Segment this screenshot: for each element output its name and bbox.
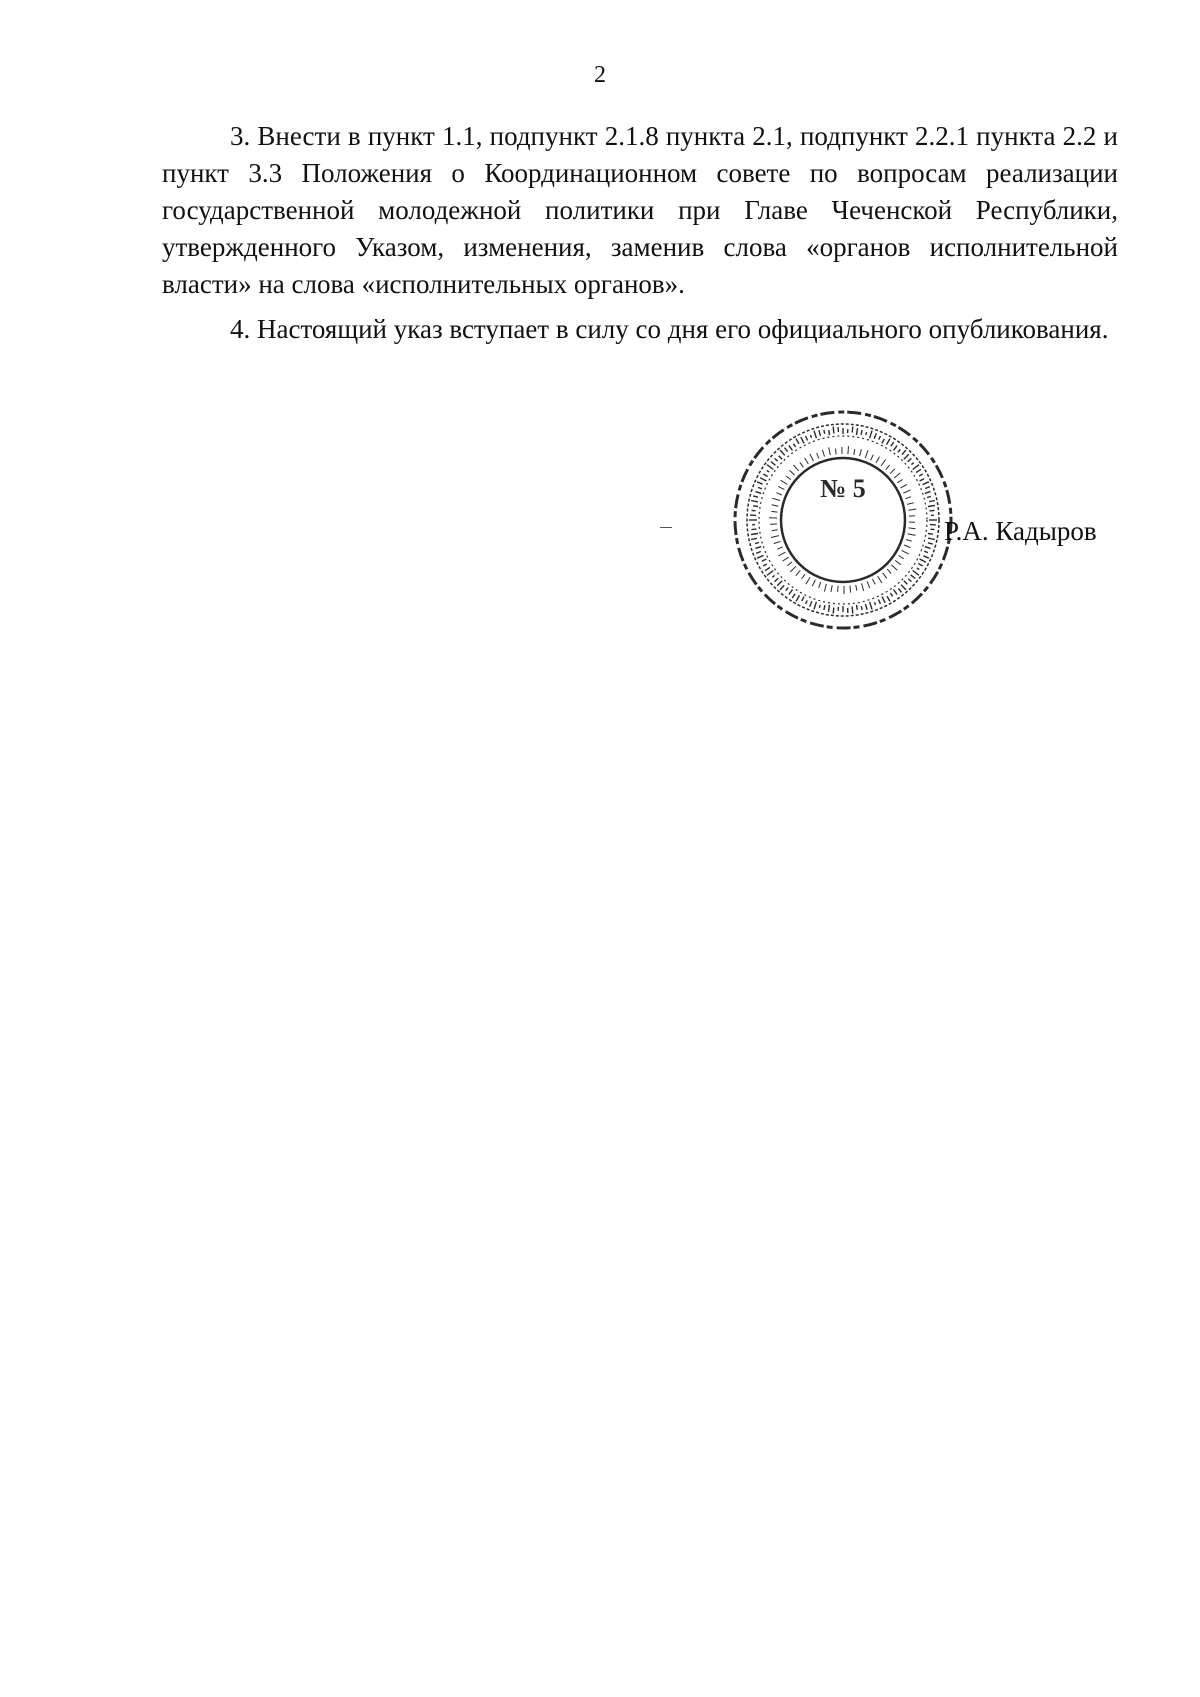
seal-inner-tick <box>802 574 805 579</box>
seal-tick <box>829 430 830 435</box>
seal-tick <box>792 594 795 598</box>
seal-inner-tick <box>883 573 887 579</box>
seal-inner-tick <box>778 486 784 489</box>
seal-tick <box>902 450 906 455</box>
seal-tick <box>891 442 894 446</box>
seal-inner-tick <box>856 585 857 591</box>
seal-tick <box>796 595 800 601</box>
seal-tick <box>829 605 830 612</box>
seal-inner-tick <box>865 450 868 458</box>
seal-tick <box>901 585 906 590</box>
seal-tick <box>874 433 876 439</box>
seal-tick <box>918 564 922 567</box>
seal-tick <box>923 482 929 485</box>
seal-tick <box>929 501 935 502</box>
seal-inner-tick <box>781 480 788 484</box>
official-seal <box>728 405 958 635</box>
seal-inner-tick <box>848 446 849 454</box>
seal-tick <box>887 439 891 445</box>
seal-tick <box>861 606 862 610</box>
seal-inner-tick <box>836 448 837 454</box>
seal-inner-tick <box>776 493 782 495</box>
seal-tick <box>775 578 779 581</box>
seal-inner-tick <box>906 540 912 542</box>
seal-inner-tick <box>772 498 780 500</box>
seal-inner-tick <box>824 584 826 592</box>
seal-inner-tick <box>772 505 779 507</box>
seal-inner-tick <box>790 470 795 475</box>
seal-inner-tick <box>771 536 779 538</box>
seal-tick <box>870 431 872 439</box>
seal-inner-tick <box>790 566 796 572</box>
seal-tick <box>904 581 908 585</box>
seal-inner-tick <box>787 562 792 566</box>
seal-tick <box>857 605 858 610</box>
seal-tick <box>806 436 808 441</box>
seal-tick <box>908 579 911 582</box>
seal-tick <box>894 590 898 595</box>
seal-tick <box>923 556 929 558</box>
seal-tick <box>925 492 931 494</box>
seal-tick <box>898 449 901 452</box>
seal-tick <box>878 600 880 605</box>
page-number: 2 <box>594 62 606 88</box>
seal-tick <box>814 431 816 439</box>
seal-tick <box>887 596 890 601</box>
seal-tick <box>861 430 862 435</box>
seal-tick <box>810 435 811 438</box>
paragraph-4: 4. Настоящий указ вступает в силу со дня его официального опубликования. <box>230 314 1109 344</box>
seal-tick <box>916 469 921 472</box>
seal-tick <box>904 454 909 459</box>
seal-tick <box>819 430 821 436</box>
seal-inner-tick <box>908 509 916 510</box>
seal-tick <box>882 439 884 444</box>
seal-inner-tick <box>778 552 785 556</box>
seal-tick <box>758 487 762 488</box>
seal-inner-tick <box>906 497 912 499</box>
seal-tick <box>765 567 770 570</box>
seal-tick <box>814 602 816 610</box>
seal-tick <box>870 602 872 610</box>
seal-tick <box>753 506 758 507</box>
seal-inner-tick <box>796 570 801 575</box>
seal-tick <box>789 590 793 595</box>
seal-number: № 5 <box>820 474 866 503</box>
seal-tick <box>755 543 759 544</box>
seal-tick <box>767 571 773 576</box>
seal-inner-tick <box>908 534 916 536</box>
seal-tick <box>930 510 935 511</box>
seal-tick <box>796 439 799 444</box>
seal-tick <box>763 474 767 477</box>
seal-inner-tick <box>838 586 839 592</box>
seal-inner-tick <box>873 579 876 584</box>
seal-inner-tick <box>894 473 900 478</box>
seal-inner-tick <box>850 586 851 593</box>
seal-inner-tick <box>854 449 855 455</box>
seal-inner-tick <box>829 447 831 455</box>
seal-middle-ring <box>747 424 939 616</box>
seal-tick <box>866 432 867 435</box>
seal-inner-tick <box>819 582 821 588</box>
seal-tick <box>753 496 758 497</box>
seal-inner-tick <box>800 462 804 467</box>
seal-tick <box>760 478 766 481</box>
seal-inner-tick <box>777 547 783 550</box>
seal-tick <box>927 496 931 497</box>
seal-tick <box>866 604 868 610</box>
seal-tick <box>751 538 757 539</box>
seal-inner-tick <box>817 453 819 459</box>
seal-tick <box>757 482 763 484</box>
seal-inner-tick <box>823 450 825 457</box>
seal-tick <box>756 547 762 549</box>
seal-tick <box>756 492 762 494</box>
seal-tick <box>882 597 885 603</box>
seal-inner-tick <box>898 479 903 482</box>
seal-inner-tick <box>806 577 810 584</box>
seal-inner-tick <box>810 454 814 461</box>
seal-tick <box>928 543 933 544</box>
seal-tick <box>785 448 788 452</box>
seal-tick <box>824 605 825 610</box>
seal-tick <box>767 465 773 470</box>
seal-tick <box>925 487 930 489</box>
seal-tick <box>806 600 808 604</box>
seal-tick <box>771 462 776 466</box>
seal-tick <box>898 588 901 592</box>
seal-tick <box>879 436 881 440</box>
seal-inner-tick <box>899 556 904 559</box>
seal-tick <box>780 450 785 455</box>
seal-tick <box>775 458 778 461</box>
seal-tick <box>908 458 912 461</box>
seal-inner-tick <box>887 569 891 573</box>
seal-tick <box>833 427 834 434</box>
seal-inner-tick <box>891 565 897 570</box>
seal-tick <box>924 551 928 552</box>
seal-tick <box>928 538 935 539</box>
seal-tick <box>762 559 767 561</box>
seal-inner-tick <box>774 541 781 543</box>
seal-inner-tick <box>794 465 799 471</box>
seal-tick <box>852 427 853 433</box>
seal-tick <box>751 501 758 502</box>
seal-tick <box>857 428 858 435</box>
seal-tick <box>917 568 920 570</box>
seal-inner-tick <box>805 458 809 464</box>
seal-tick <box>789 446 793 451</box>
seal-tick <box>919 474 923 476</box>
seal-tick <box>928 534 933 535</box>
seal-inner-tick <box>812 580 815 586</box>
seal-tick <box>763 564 767 566</box>
seal-tick <box>786 588 789 591</box>
seal-inner-tick <box>901 485 907 488</box>
seal-tick <box>824 430 825 434</box>
seal-inner-tick <box>786 476 791 480</box>
seal-hatching <box>749 427 937 614</box>
seal-tick <box>920 559 926 562</box>
document-body <box>162 118 1118 356</box>
seal-inner-tick <box>904 545 910 548</box>
seal-tick <box>780 585 784 590</box>
seal-inner-tick <box>881 460 886 467</box>
seal-tick <box>852 607 853 614</box>
seal-tick <box>777 581 782 586</box>
seal-inner-tick <box>895 560 901 564</box>
seal-tick <box>911 463 913 465</box>
seal-inner-tick <box>903 490 910 493</box>
seal-inner-tick <box>770 524 777 525</box>
paragraph-3: 3. Внести в пункт 1.1, подпункт 2.1.8 пункта 2.1, подпункт 2.2.1 пункта 2.2 и пункт 3.3 Положения о Координационном совете по вопросам реализации государственной молодежной политики при Главе Чеченской Республики, утвержденного Указом, изменения, заменив слова «органов исполнительной власти» на слова «исполнительных органов». <box>162 121 1118 299</box>
seal-inner-text-ring <box>759 436 927 604</box>
seal-inner-tick <box>878 576 882 583</box>
seal-tick <box>928 506 935 507</box>
seal-tick <box>819 605 820 608</box>
seal-inner-tick <box>831 585 832 592</box>
seal-tick <box>913 465 919 470</box>
seal-tick <box>793 444 795 447</box>
seal-tick <box>752 529 757 530</box>
seal-tick <box>894 446 898 451</box>
seal-inner-tick <box>886 465 890 470</box>
seal-tick <box>810 601 812 607</box>
seal-inner-tick <box>909 528 916 529</box>
seal-tick <box>913 571 919 576</box>
seal-tick <box>802 597 804 602</box>
seal-tick <box>767 470 770 472</box>
seal-tick <box>833 608 834 614</box>
seal-inner-tick <box>876 457 880 463</box>
seal-inner-tick <box>871 455 874 460</box>
seal-tick <box>925 547 931 549</box>
seal-icon <box>728 405 958 635</box>
seal-tick <box>751 534 758 535</box>
seal-inner-tick <box>890 469 895 474</box>
seal-inner-tick <box>867 581 870 588</box>
seal-tick <box>756 552 761 554</box>
seal-inner-tick <box>862 583 864 591</box>
seal-tick <box>772 575 774 577</box>
seal-inner-tick <box>783 557 789 561</box>
seal-inner-tick <box>860 449 862 456</box>
seal-inner-tick <box>772 530 778 531</box>
seal-tick <box>757 555 763 558</box>
seal-inner-tick <box>907 503 914 505</box>
seal-outer-ring <box>735 412 951 628</box>
seal-inner-tick <box>772 511 778 512</box>
seal-inner-tick <box>902 550 909 554</box>
seal-tick <box>875 602 876 605</box>
seal-tick <box>779 456 783 460</box>
signatory-name: Р.А. Кадыров <box>944 516 1097 546</box>
seal-tick <box>920 479 925 481</box>
signature-line <box>660 527 672 528</box>
seal-tick <box>801 437 804 443</box>
seal-tick <box>911 575 916 579</box>
seal-tick <box>890 593 892 596</box>
